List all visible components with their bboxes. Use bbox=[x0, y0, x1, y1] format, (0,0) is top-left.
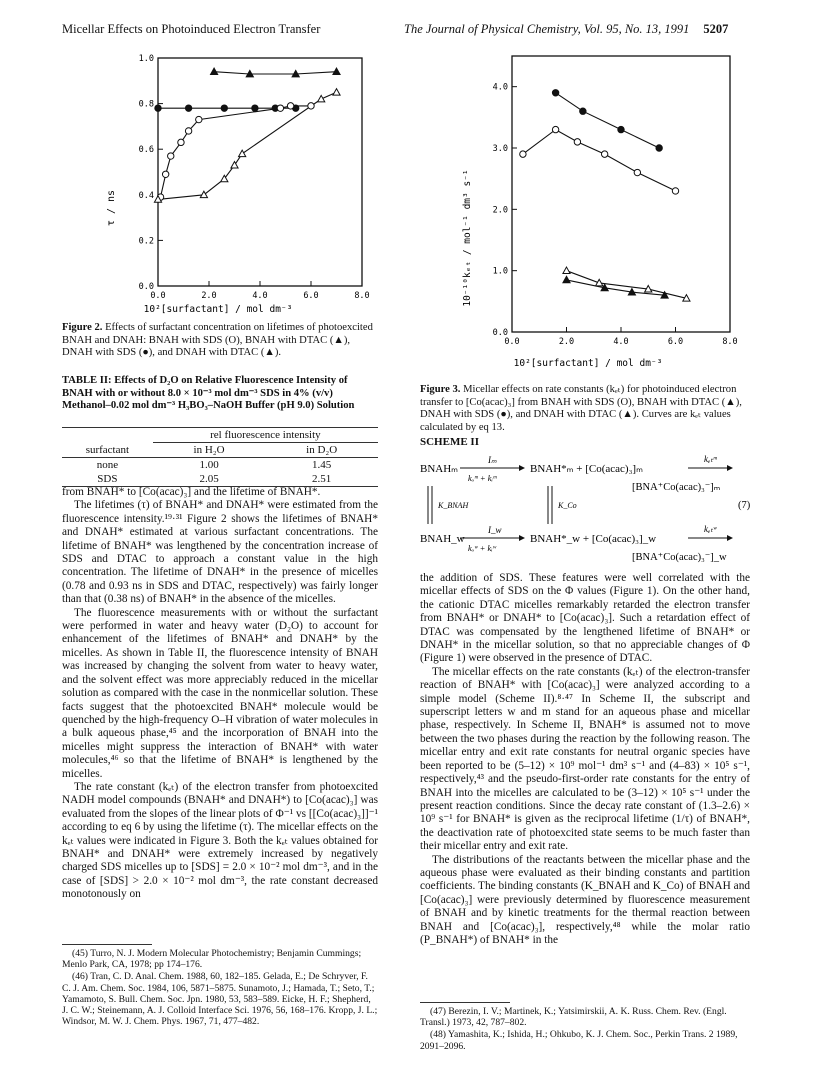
paragraph: The lifetimes (τ) of BNAH* and DNAH* were estimated from the fluorescence intensity.¹⁹·³¹ Figure 2 shows the lifetimes of BNAH* and DNAH* estimated at various surfactant concentrations. The lifetime of BNAH* was lengthened by the concentration increase of SDS and DTAC to approach a constant value in the high concentration. The lifetime of DNAH* in the presence of micelles (0.78 and 0.93 ns in SDS and DTAC, respectively) was fairly longer than that (0.38 ns) of BNAH* in the absence of the micelles. bbox=[62, 499, 378, 606]
fig2-xlabel: 10²[surfactant] / mol dm⁻³ bbox=[143, 304, 293, 315]
right-column-body bbox=[420, 572, 750, 947]
fig2-x-tick-label: 8.0 bbox=[354, 291, 370, 301]
fig3-data-point bbox=[601, 151, 607, 157]
scheme-m-excited: BNAH*ₘ + [Co(acac)₃]ₘ bbox=[530, 463, 643, 475]
figure-2-caption bbox=[62, 322, 378, 360]
scheme-m-product: [BNA⁺Co(acac)₃⁻]ₘ bbox=[632, 482, 721, 493]
table-cell: 2.51 bbox=[312, 473, 332, 485]
scheme-w-ket: kₑₜʷ bbox=[704, 524, 717, 534]
running-header-title: Micellar Effects on Photoinduced Electron Transfer bbox=[62, 22, 321, 36]
scheme-w-decay: kₒʷ + kᵢʷ bbox=[468, 543, 496, 553]
right-footnotes bbox=[420, 1006, 750, 1053]
fig2-data-point bbox=[277, 105, 283, 111]
running-header-journal bbox=[404, 22, 728, 37]
fig2-data-point bbox=[239, 150, 246, 156]
fig2-y-tick-label: 0.8 bbox=[138, 99, 154, 110]
fig3-y-tick-label: 0.0 bbox=[492, 328, 508, 338]
fig2-data-point bbox=[168, 153, 174, 159]
scheme-w-light: I_w bbox=[488, 525, 502, 535]
table-2-col-header: in D₂O bbox=[306, 444, 338, 456]
table-row bbox=[62, 458, 378, 473]
table-cell: 2.05 bbox=[199, 473, 219, 485]
table-2-title-text: TABLE II: Effects of D₂O on Relative Fluorescence Intensity of BNAH with or without 8.0 × 10⁻³ mol dm⁻³ SDS in 4% (v/v) Methanol–0.02 mol dm⁻³ H₃BO₃–NaOH Buffer (pH 9.0) Solution bbox=[62, 375, 355, 412]
fig3-data-point bbox=[563, 267, 570, 273]
table-cell: SDS bbox=[97, 473, 118, 485]
scheme-m-ket: kₑₜᵐ bbox=[704, 454, 717, 464]
fig2-series-line bbox=[161, 106, 312, 197]
fig3-data-point bbox=[656, 145, 662, 151]
fig2-data-point bbox=[221, 105, 227, 111]
fig2-points bbox=[154, 68, 340, 202]
fig2-x-tick-label: 6.0 bbox=[303, 291, 319, 301]
fig3-y-tick-label: 4.0 bbox=[492, 82, 508, 93]
footnote-48: (48) Yamashita, K.; Ishida, H.; Ohkubo, K. J. Chem. Soc., Perkin Trans. 2 1989, 2091–2096. bbox=[420, 1029, 738, 1052]
fig2-x-tick-label: 4.0 bbox=[252, 291, 268, 301]
fig3-data-point bbox=[552, 126, 558, 132]
fig2-series-line bbox=[214, 72, 336, 74]
fig3-curves bbox=[523, 93, 687, 298]
fig2-data-point bbox=[178, 139, 184, 145]
figure-2-label: Figure 2. bbox=[62, 322, 103, 333]
fig2-y-tick-label: 1.0 bbox=[138, 54, 154, 64]
fig3-y-tick-label: 3.0 bbox=[492, 144, 508, 154]
scheme-w-excited: BNAH*_w + [Co(acac)₃]_w bbox=[530, 533, 657, 545]
table-cell: 1.45 bbox=[312, 459, 332, 471]
fig2-curves bbox=[158, 72, 337, 200]
fig3-x-tick-label: 8.0 bbox=[722, 337, 738, 347]
table-2-col-header: surfactant bbox=[85, 443, 130, 456]
fig2-y-tick-label: 0.6 bbox=[138, 145, 154, 156]
scheme-m-reactant: BNAHₘ bbox=[420, 463, 459, 475]
footnote-rule bbox=[420, 1002, 510, 1003]
paragraph: The fluorescence measurements with or without the surfactant were performed in water and heavy water (D₂O) to account for enhancement of the lifetimes of BNAH* and DNAH* by the micelles. As shown in Table II, the fluorescence intensity of BNAH was increased by changing the solvent from water to heavy water, and the solvent effect was more appreciably reduced in the micellar solution as compared with the case in the nonmicellar solution. These facts suggest that the photoexcited BNAH* molecule would be quenched by the high-frequency O–H vibration of water molecules in a bulk aqueous phase,⁴⁵ and the incorporation of BNAH into the micelles might suppress the interaction of BNAH* with water molecules,⁴⁶ so that the lifetime of BNAH* is lengthened by the micelles. bbox=[62, 606, 378, 780]
fig3-data-point bbox=[580, 108, 586, 114]
fig2-data-point bbox=[252, 105, 258, 111]
fig2-y-tick-label: 0.0 bbox=[138, 282, 154, 292]
fig2-y-tick-label: 0.4 bbox=[138, 190, 154, 201]
figure-3-label: Figure 3. bbox=[420, 384, 461, 395]
table-2 bbox=[62, 427, 378, 487]
table-2-title bbox=[62, 375, 378, 413]
scheme-m-decay: kₒᵐ + kᵢᵐ bbox=[468, 473, 497, 483]
footnote-47: (47) Berezin, I. V.; Martinek, K.; Yatsimirskii, A. K. Russ. Chem. Rev. (Engl. Transl.) 1973, 42, 787–802. bbox=[420, 1006, 727, 1029]
fig2-x-tick-label: 0.0 bbox=[150, 291, 166, 301]
footnote-46: (46) Tran, C. D. Anal. Chem. 1988, 60, 182–185. Gelada, E.; De Schryver, F. C. J. Am. Chem. Soc. 1984, 106, 5871–5875. Sunamoto, J.; Hamada, T.; Seto, T.; Yamamoto, S. Bull. Chem. Soc. Jpn. 1980, 53, 583–589. Eicke, H. F.; Shepherd, J. C. W.; Steinemann, A. J. Colloid Interface Sci. 1976, 56, 168–176. Kropp, J. L.; Windsor, M. W. J. Chem. Phys. 1967, 71, 477–482. bbox=[62, 971, 378, 1028]
page-number: 5207 bbox=[703, 22, 729, 36]
left-footnotes bbox=[62, 948, 378, 1028]
scheme-m-light: Iₘ bbox=[488, 455, 497, 465]
fig3-x-tick-label: 4.0 bbox=[613, 337, 629, 347]
fig2-data-point bbox=[318, 95, 325, 101]
fig3-x-tick-label: 2.0 bbox=[558, 337, 575, 347]
paragraph: the addition of SDS. These features were well correlated with the micellar effects of SDS on the Φ values (Figure 1). On the other hand, the cationic DTAC micelles remarkably retarded the electron transfer from BNAH* or DNAH* to [Co(acac)₃]. Such a retardation effect of DTAC was compensated by the lengthened lifetime of BNAH* or DNAH* in the micellar solution, so that no appreciable changes of Φ (Figure 1) were observed in the presence of DTAC. bbox=[420, 572, 750, 665]
fig2-data-point bbox=[196, 116, 202, 122]
table-cell: none bbox=[96, 459, 119, 471]
paragraph: from BNAH* to [Co(acac)₃] and the lifetime of BNAH*. bbox=[62, 486, 321, 498]
scheme-title: SCHEME II bbox=[420, 436, 479, 448]
fig3-y-tick-label: 2.0 bbox=[492, 205, 508, 216]
fig3-data-point bbox=[552, 90, 558, 96]
fig2-data-point bbox=[308, 103, 314, 109]
figure-2-caption-text: Effects of surfactant concentration on lifetimes of photoexcited BNAH and DNAH: BNAH with SDS (O), BNAH with DTAC (▲), DNAH with SDS (●), and DNAH with DTAC (▲). bbox=[62, 322, 373, 359]
fig3-y-tick-label: 1.0 bbox=[492, 266, 508, 277]
paragraph: The rate constant (kₑₜ) of the electron transfer from photoexcited NADH model compounds (BNAH* and DNAH*) to [Co(acac)₃] was evaluated from the slopes of the linear plots of Φ⁻¹ vs [[Co(acac)₃]]⁻¹ according to eq 6 by using the lifetime (τ). The micellar effects on the kₑₜ values were indicated in Figure 3. Both the kₑₜ values obtained for BNAH* and DNAH* were extremely increased by negatively charged SDS micelles up to [SDS] = 2.0 × 10⁻² mol dm⁻³, and in the case of [SDS] > 2.0 × 10⁻² mol dm⁻³, the rate constant decreased monotonously on bbox=[62, 780, 378, 901]
paragraph: The distributions of the reactants between the micellar phase and the aqueous phase were evaluated as their binding constants and partition coefficients. The binding constants (K_BNAH and K_Co) of BNAH and [Co(acac)₃] were previously determined by fluorescence measurement of BNAH and by kinetic treatments for the thermal reaction between BNAH and [Co(acac)₃], respectively,⁴⁸ while the molar ratio (P_BNAH*) of BNAH* in the bbox=[420, 853, 750, 946]
figure-3-caption bbox=[420, 384, 750, 434]
scheme-w-product: [BNA⁺Co(acac)₃⁻]_w bbox=[632, 552, 727, 563]
table-2-col-header: in H₂O bbox=[193, 444, 225, 456]
fig3-data-point bbox=[672, 188, 678, 194]
fig2-data-point bbox=[333, 89, 340, 95]
footnote-rule bbox=[62, 944, 152, 945]
fig2-x-tick-label: 2.0 bbox=[201, 291, 217, 301]
fig3-data-point bbox=[634, 169, 640, 175]
fig3-data-point bbox=[563, 276, 570, 282]
table-2-group-header: rel fluorescence intensity bbox=[153, 428, 378, 443]
fig2-data-point bbox=[162, 171, 168, 177]
fig3-data-point bbox=[596, 279, 603, 285]
fig2-frame bbox=[158, 58, 362, 286]
fig2-data-point bbox=[155, 105, 161, 111]
fig3-ylabel: 10⁻¹⁰kₑₜ / mol⁻¹ dm³ s⁻¹ bbox=[462, 169, 473, 307]
scheme-w-reactant: BNAH_w bbox=[420, 533, 465, 545]
fig3-data-point bbox=[618, 126, 624, 132]
figure-3-caption-text: Micellar effects on rate constants (kₑₜ) for photoinduced electron transfer to [Co(acac)₃] from BNAH with SDS (O), BNAH with DTAC (▲), DNAH with SDS (●), and DNAH with DTAC (▲). Curves are kₑₜ values calculated by eq 13. bbox=[420, 384, 742, 433]
fig3-series-line bbox=[523, 130, 676, 191]
table-row bbox=[62, 472, 378, 487]
fig2-data-point bbox=[287, 103, 293, 109]
paragraph: The micellar effects on the rate constants (kₑₜ) of the electron-transfer reaction of BNAH* with [Co(acac)₃] were analyzed according to a simple model (Scheme II).⁸·⁴⁷ In Scheme II, the subscript and superscript letters w and m stand for an aqueous phase and micellar phase, respectively. In Scheme II, BNAH* is assumed not to move between the two phases during the reaction by the following reason. The micellar entry and exit rate constants for neutral organic species have been reported to be (5–12) × 10⁹ mol⁻¹ dm³ s⁻¹ and (4–83) × 10⁵ s⁻¹, respectively,⁴³ and the pseudo-first-order rate constants for the entry of BNAH into the micelles are calculated to be (3–12) × 10⁵ s⁻¹ under the present reaction conditions. Since the decay rate constant of (1.3–2.6) × 10⁹ s⁻¹ for BNAH* is given as the reciprocal lifetime (1/τ) of BNAH*, the deactivation rate of photoexcited state seems to be much faster than their micellar entry and exit rate. bbox=[420, 665, 750, 853]
fig3-series-line bbox=[556, 93, 660, 148]
scheme-2 bbox=[420, 450, 750, 570]
fig3-series-line bbox=[567, 271, 687, 299]
table-cell: 1.00 bbox=[199, 459, 219, 471]
left-column-body bbox=[62, 486, 378, 902]
fig2-ylabel: τ / ns bbox=[106, 189, 117, 227]
scheme-equation-number: (7) bbox=[738, 500, 750, 511]
fig2-data-point bbox=[185, 105, 191, 111]
fig3-data-point bbox=[520, 151, 526, 157]
journal-citation: The Journal of Physical Chemistry, Vol. 95, No. 13, 1991 bbox=[404, 22, 690, 36]
fig2-data-point bbox=[231, 162, 238, 168]
fig2-y-tick-label: 0.2 bbox=[138, 236, 154, 247]
fig3-data-point bbox=[574, 139, 580, 145]
footnote-45: (45) Turro, N. J. Modern Molecular Photochemistry; Benjamin Cummings; Menlo Park, CA, 1978; pp 174–176. bbox=[62, 948, 362, 971]
scheme-k-bnah: K_BNAH bbox=[438, 501, 469, 510]
fig3-x-tick-label: 0.0 bbox=[504, 337, 520, 347]
figure-3-chart bbox=[420, 48, 750, 373]
fig3-axes bbox=[493, 56, 738, 347]
fig3-x-tick-label: 6.0 bbox=[667, 337, 684, 347]
scheme-k-co: K_Co bbox=[558, 501, 577, 510]
fig2-data-point bbox=[185, 128, 191, 134]
figure-2-chart bbox=[62, 48, 382, 318]
fig3-xlabel: 10²[surfactant] / mol dm⁻³ bbox=[513, 358, 663, 369]
